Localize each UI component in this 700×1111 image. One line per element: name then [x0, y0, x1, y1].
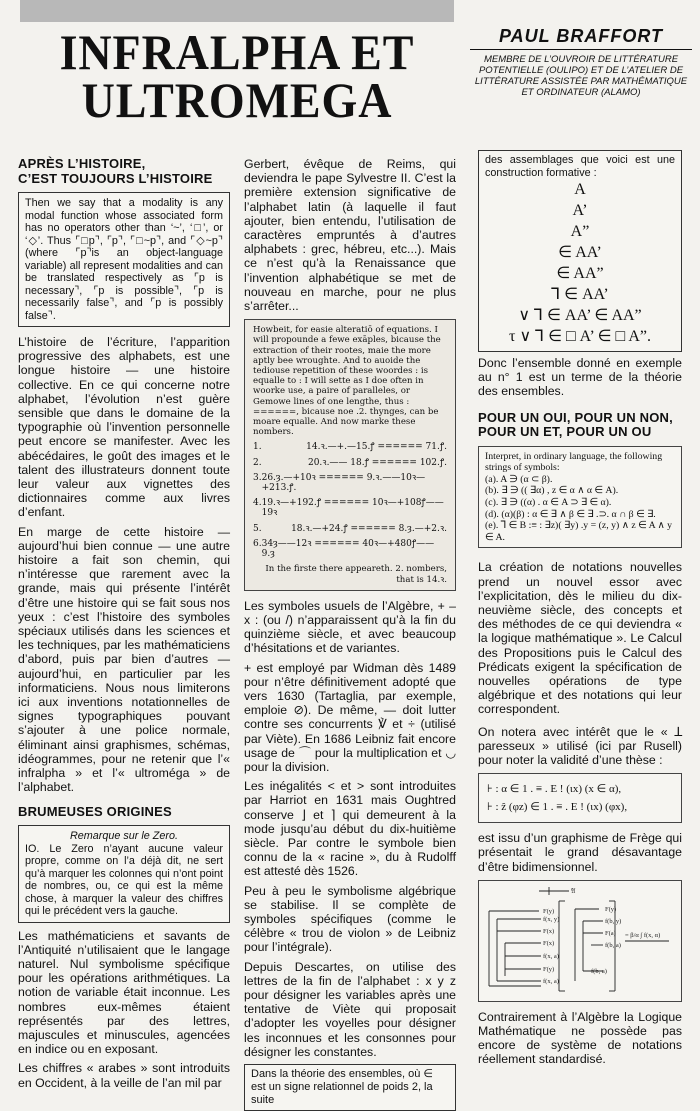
svg-text:F(y): F(y) — [543, 965, 555, 973]
svg-text:F(x): F(x) — [543, 939, 555, 947]
title-line-1: INFRALPHA ET — [59, 24, 415, 80]
paragraph: Depuis Descartes, on utilise des lettres de la fin de l’alphabet : x y z pour désigner les variables après une tentative de Viète qui proposait d’adopter les voyelles pour désigner les inconnues et les consonnes pour désigner les constantes. — [244, 959, 456, 1059]
section-heading-1 — [18, 157, 230, 186]
assertion-formula-line: ⊦ : α ∈ 1 . ≡ . E ! (ιx) (x ∈ α), — [487, 783, 622, 796]
blackletter-equations — [253, 442, 447, 559]
formula-line: A’ — [572, 202, 588, 219]
russell-intro: Interpret, in ordinary language, the following strings of symbols: — [485, 450, 663, 474]
paragraph: L’histoire de l’écriture, l’apparition progressive des alphabets, est une longue histoire — une histoire collective. En ce qui concerne notre alphabet, l’évolution n’est guère sensible que dans le domaine de la typographie où l’invention personnelle peut encore se manifester. Avec les abécédaires, le goût des images et le talent des illustrateurs donnent toute leur valeur aux vignettes des dictionnaires comme aux livres d’enfant. — [18, 335, 230, 520]
column-2 — [244, 157, 456, 1111]
paragraph: En marge de cette histoire — aujourd’hui bien connue — une autre histoire a fait son chemin, qui n’intéresse que rarement avec la grande, mais qui présente l’intérêt d’être une histoire qui se fait sous nos yeux : c’est l’histoire des symboles spéciaux utilisés dans les sciences et les techniques, par les mathématiciens d’abord, puis par bien d’autres — aujourd’hui, en particulier par les informaticiens. Nous nous limiterons ici aux inventions notationnelles de signes typographiques pouvant s’ajouter à une police normale, éliminant ainsi graphismes, schémas, idéogrammes, pour ne retenir que l’« infralpha » et l’« ultroméga » de l’alphabet. — [18, 524, 230, 795]
blackletter-equation-row — [253, 442, 447, 452]
equation-text: 34ȝ——12ꝛ ====== 40ꝛ—+480ꝭ——9.ȝ — [261, 538, 435, 560]
paragraph: Donc l’ensemble donné en exemple au n° 1 est un terme de la théorie des ensembles. — [478, 356, 682, 399]
russell-exercise-box — [478, 446, 682, 549]
article-title — [37, 24, 436, 128]
svg-text:f(x, a): f(x, a) — [543, 977, 559, 985]
svg-text:f(x, y): f(x, y) — [543, 915, 560, 923]
set-theory-box — [244, 1064, 456, 1111]
russell-item: (e). ꓶ ∈ B :≡ : ∃z)( ∃y) .y = (z, y) ∧ z ∈ A ∧ y ∈ A. — [485, 520, 673, 543]
blackletter-equation-row — [253, 498, 447, 518]
blackletter-footer: In the firste there appeareth. 2. nombers, that is 14.ꝛ. — [265, 564, 447, 585]
top-gray-bar — [20, 0, 454, 22]
svg-text:F(a): F(a) — [605, 929, 616, 937]
equation-number: 4. — [253, 498, 262, 509]
russell-item: (c). ∃ ∋ ((α) . α ∈ A ⊃ ∃ ∈ α). — [485, 496, 612, 508]
svg-text:= β/α ∫ f(x, α): = β/α ∫ f(x, α) — [625, 931, 661, 939]
frege-diagram — [479, 881, 681, 1001]
assertion-formulas — [487, 780, 673, 816]
equation-text: 19.ꝛ—+192.ꝭ ====== 10ꝛ—+108ꝭ——19ꝛ — [261, 498, 444, 519]
formative-intro: des assemblages que voici est une construction formative : — [485, 154, 675, 179]
blackletter-excerpt — [244, 319, 456, 590]
svg-text:𝔄: 𝔄 — [571, 887, 576, 895]
blackletter-equation-row — [253, 524, 447, 534]
formula-line: ∨ ꓶ ∈ AA’ ∈ AA” — [518, 307, 642, 324]
blackletter-text: Howbeit, for easie alteratiō of equations. I will propounde a fewe exāples, bicause the extraction of their rootes, maie the more aptly bee wroughte. And to auoide the tediouse repetition of these woordes : is equalle to : I will sette as I doe often in woorke use, a paire of paralleles, or Gemowe lines of one lengthe, thus : ======, bicause noe .2. thynges, can be moare equalle. And now marke these nombers. — [253, 325, 441, 438]
modal-quote-box — [18, 192, 230, 327]
zero-remark-box — [18, 825, 230, 923]
equation-text: 26.ȝ.—+10ꝛ ====== 9.ꝛ.——10ꝛ—+213.ꝭ. — [261, 472, 426, 494]
section-heading-2: BRUMEUSES ORIGINES — [18, 803, 172, 819]
russell-item: (d). (α)(β) : α ∈ ∃ ∧ β ∈ ∃ .⊃. α ∩ β ∈ ∃. — [485, 508, 656, 520]
paragraph: La création de notations nouvelles prend un nouvel essor avec l’explicitation, dès le milieu du dix-neuvième siècle, des concepts et des méthodes de ce qui deviendra « la logique mathématique ». Le Calcul des Propositions puis le Calcul des Prédicats exigent la spécification de nouvelles opérations de type algébrique et des notations qui leur correspondent. — [478, 560, 682, 717]
svg-text:F(y): F(y) — [543, 907, 555, 915]
svg-text:f(b, a): f(b, a) — [591, 967, 607, 975]
formula-line: A” — [570, 223, 590, 240]
paragraph: Gerbert, évêque de Reims, qui deviendra le pape Sylvestre II. C’est la première extension significative de l’alphabet latin (à laquelle il faut ajouter, bien entendu, l’utilisation de caractères empruntés à d’autres alphabets : grec, hébreu, etc...). Mais ce n’est qu’à la Renaissance que l’invention alphabétique se met de nouveau en marche, pour ne plus s’arrêter... — [244, 157, 456, 314]
column-1 — [18, 157, 230, 1095]
svg-text:f(b, a): f(b, a) — [605, 941, 621, 949]
equation-text: 20.ꝛ.—— 18.ꝭ ====== 102.ꝭ. — [307, 457, 447, 468]
formula-line: A — [574, 181, 586, 198]
paragraph: On notera avec intérêt que le « ꓕ paresseux » utilisé (ici par Rusell) pour noter la validité d’une thèse : — [478, 724, 682, 767]
svg-text:f(x, a): f(x, a) — [543, 952, 559, 960]
russell-items — [485, 474, 675, 544]
blackletter-equation-row — [253, 539, 447, 559]
zero-remark-title: Remarque sur le Zero. — [69, 830, 178, 842]
blackletter-equation-row — [253, 458, 447, 468]
equation-number: 6. — [253, 538, 262, 549]
svg-text:F(y): F(y) — [605, 905, 617, 913]
title-line-2: ULTROMEGA — [81, 72, 393, 128]
paragraph: Les mathématiciens et savants de l’Antiquité n’utilisaient que le langage naturel. Nul symbolisme spécifique pour les opérations arithmétiques. La notion de variable était inconnue. Les nombres eux-mêmes étaient représentés par des lettres, majuscules et minuscules, agencées en indice ou en exposant. — [18, 928, 230, 1057]
svg-text:f(b, y): f(b, y) — [605, 917, 622, 925]
formula-line: ∈ AA” — [556, 265, 604, 282]
formula-line: ∈ AA’ — [558, 244, 602, 261]
paragraph: Les symboles usuels de l’Algèbre, + – x : (ou /) n’apparaissent qu’à la fin du quinzième siècle, et avec beaucoup d’hésitations et de variantes. — [244, 598, 456, 656]
equation-number: 3. — [253, 472, 262, 483]
paragraph: Contrairement à l’Algèbre la Logique Mathématique ne possède pas encore de système de notations réellement standardisé. — [478, 1009, 682, 1067]
svg-text:F(x): F(x) — [543, 927, 555, 935]
column-3 — [478, 150, 682, 1072]
equation-text: 14.ꝛ.—+.—15.ꝭ ====== 71.ꝭ. — [306, 442, 447, 453]
paragraph: Les inégalités < et > sont introduites par Harriot en 1631 mais Oughtred conserve ⌋ et ⌉ qui demeurent à la mode jusqu’au début du dix-huitième siècle. Par contre le symbole bien connu de la « racine », du à Rudolff est attesté dès 1526. — [244, 779, 456, 879]
paragraph: Les chiffres « arabes » sont introduits en Occident, à la veille de l’an mil par — [18, 1061, 230, 1090]
equation-text: 18.ꝛ.—+24.ꝭ ====== 8.ȝ.—+2.ꝛ. — [291, 523, 447, 534]
russell-item: (b). ∃ ∋ (( ∃α) , z ∈ α ∧ α ∈ A). — [485, 485, 619, 497]
formative-construction-box — [478, 150, 682, 352]
equation-number: 2. — [253, 457, 262, 468]
blackletter-equation-row — [253, 473, 447, 493]
paragraph: Peu à peu le symbolisme algébrique se stabilise. Il se complète de symboles spécifiques (comme le célèbre « trou de violon » de Leibniz pour l’intégrale). — [244, 883, 456, 955]
formula-line: ꓶ ∈ AA’ — [551, 286, 609, 303]
formula-line: τ ∨ ꓶ ∈ □ A’ ∈ □ A”. — [509, 328, 651, 345]
set-theory-text: Dans la théorie des ensembles, où ∈ est un signe relationnel de poids 2, la suite — [251, 1068, 434, 1106]
equation-number: 5. — [253, 523, 262, 534]
author-description: MEMBRE DE L’OUVROIR DE LITTÉRATURE POTENTIELLE (OULIPO) ET DE L’ATELIER DE LITTÉRATURE ASSISTÉE PAR MATHÉMATIQUE ET ORDINATEUR (ALAMO) — [474, 54, 688, 98]
assertion-formula-line: ⊦ : ẑ (φz) ∈ 1 . ≡ . E ! (ιx) (φx), — [487, 801, 628, 814]
russell-item: (a). A ∋ (α ⊂ β). — [485, 473, 553, 485]
equation-number: 1. — [253, 442, 262, 453]
formula-list — [485, 179, 675, 347]
section-heading-1-line-2: C’EST TOUJOURS L’HISTOIRE — [18, 170, 213, 186]
author-block — [470, 26, 692, 98]
section-heading-3: POUR UN OUI, POUR UN NON, POUR UN ET, POUR UN OU — [478, 409, 673, 440]
paragraph: + est employé par Widman dès 1489 pour n’être définitivement adopté que vers 1630 (Tartaglia, par exemple, emploie ⊘). De même, — doit lutter contre ses concurrents ℣ et ÷ (utilisé par Viète). En 1686 Leibniz fait encore usage de ⌒ pour la multiplication et ◡ pour la division. — [244, 660, 456, 774]
section-heading-1-line-1: APRÈS L’HISTOIRE, — [18, 156, 146, 171]
assertion-formula-box — [478, 773, 682, 823]
frege-notation-figure — [478, 880, 682, 1002]
modal-quote-text: Then we say that a modality is any modal function whose associated form has no operators other than ‘~’, ‘□’, or ‘◇’. Thus ⌜□p⌝, ⌜p⌝, ⌜□~p⌝, and ⌜◇~p⌝ (where ⌜p⌝is an object-language variable) all represent modalities and can be translated respectively as ⌜p is necessary⌝, ⌜p is possible⌝, ⌜p is necessarily false⌝, and ⌜p is possibly false⌝. — [25, 197, 223, 322]
author-name: PAUL BRAFFORT — [470, 26, 692, 50]
zero-remark-text: IO. Le Zero n’ayant aucune valeur propre, comme on l’a déjà dit, ne sert qu’à marquer les colonnes qui n’ont point de nombres, ou, ce qui est la même chose, à marquer la valeur des chiffres qui le précédent vers la gauche. — [25, 842, 223, 917]
paragraph: est issu d’un graphisme de Frège qui présentait le grand désavantage d’être bidimensionnel. — [478, 831, 682, 874]
